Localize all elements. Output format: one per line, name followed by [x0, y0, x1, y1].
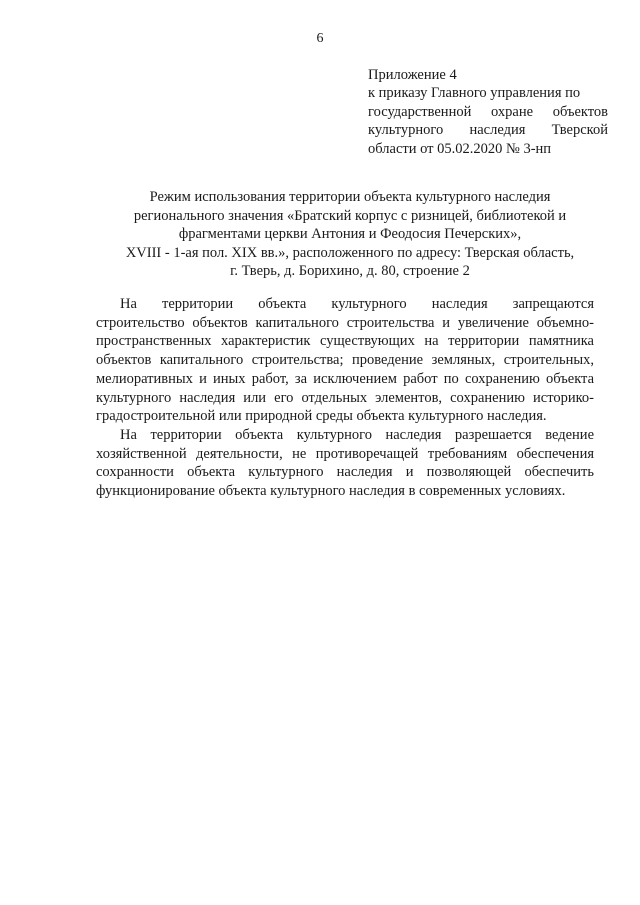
paragraph [96, 426, 594, 501]
appendix-line: культурного наследия Тверской [368, 122, 608, 139]
text-line: культурного наследия или его отдельных элементов, сохранению историко- [96, 389, 594, 406]
text-line: мелиоративных и иных работ, за исключением работ по сохранению объекта [96, 370, 594, 387]
appendix-header [368, 66, 608, 158]
title-line: регионального значения «Братский корпус с ризницей, библиотекой и [133, 207, 567, 224]
text-line: строительство объектов капитального строительства и увеличение объемно- [96, 314, 594, 331]
title-line: фрагментами церкви Антония и Феодосия Печерских», [178, 226, 522, 243]
appendix-line: государственной охране объектов [368, 103, 608, 120]
appendix-line: к приказу Главного управления по [368, 85, 581, 102]
title-line: г. Тверь, д. Борихино, д. 80, строение 2 [230, 263, 470, 280]
body-text [96, 295, 594, 501]
title-line: Режим использования территории объекта культурного наследия [149, 189, 551, 205]
title-line: XVIII - 1-ая пол. XIX вв.», расположенного по адресу: Тверская область, [125, 244, 575, 261]
text-line: градостроительной или природной среды объекта культурного наследия. [96, 408, 547, 425]
text-line: хозяйственной деятельности, не противоречащей требованиям обеспечения [96, 445, 594, 462]
text-line: пространственных характеристик существующих на территории памятника [96, 333, 594, 350]
appendix-line: области от 05.02.2020 № 3-нп [368, 140, 552, 157]
document-title [100, 188, 600, 281]
text-line: На территории объекта культурного наследия запрещаются [120, 296, 594, 312]
appendix-line: Приложение 4 [368, 67, 457, 83]
text-line: объектов капитального строительства; проведение земляных, строительных, [96, 352, 594, 369]
text-line: На территории объекта культурного наследия разрешается ведение [120, 426, 594, 443]
text-line: сохранности объекта культурного наследия и позволяющей обеспечить [96, 464, 594, 481]
text-line: функционирование объекта культурного наследия в современных условиях. [96, 483, 566, 500]
paragraph [96, 295, 594, 426]
page-number: 6 [316, 31, 324, 46]
